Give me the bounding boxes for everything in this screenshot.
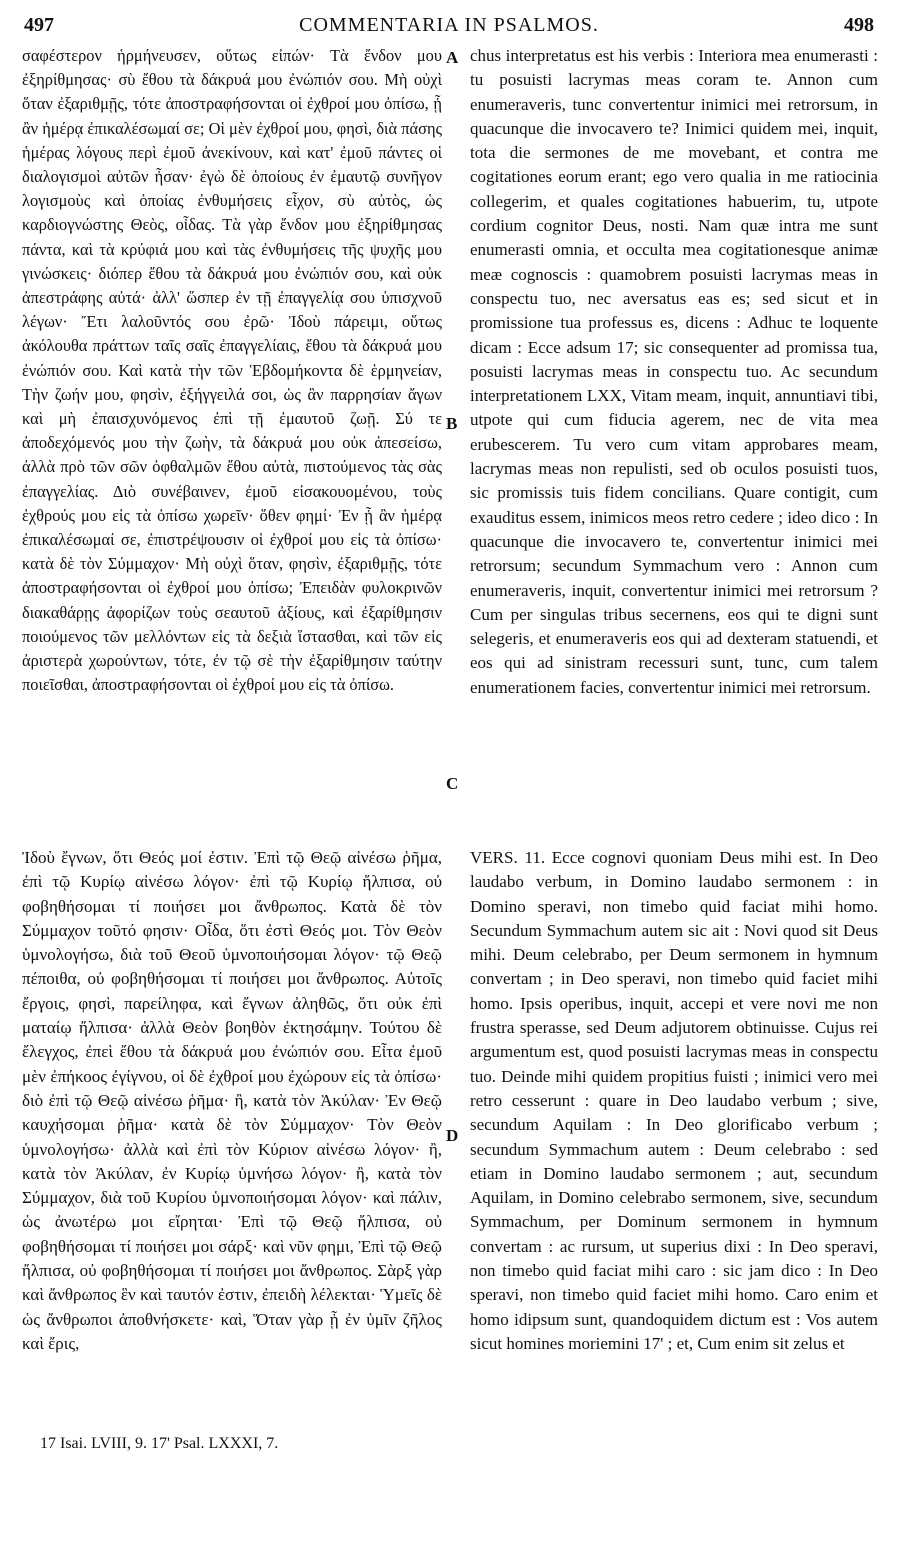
greek-paragraph: Ἰδοὺ ἔγνων, ὅτι Θεός μοί ἐστιν. Ἐπὶ τῷ Θεῷ αἰνέσω ῥῆμα, ἐπὶ τῷ Κυρίῳ αἰνέσω λόγον· ἐπὶ τῷ Κυρίῳ ἤλπισα, οὐ φοβηθήσομαι τί ποιήσει μοι ἄνθρωπος. Κατὰ δὲ τὸν Σύμμαχον τοῦτό φησιν· Οἶδα, ὅτι ἐστὶ Θεός μοι. Τὸν Θεὸν ὑμνολογήσω, διὰ τοῦ Θεοῦ ὑμνοποιήσομαι λόγον· τῷ Θεῷ πέποιθα, οὐ φοβηθήσομαι τί ποιήσει μοι ἄνθρωπος. Αὐτοῖς ἔργοις, φησὶ, παρείληφα, καὶ ἔγνων ἀληθῶς, ὅτι οὐκ ἐπὶ ματαίῳ ἤλπισα· ἀλλὰ Θεὸν βοηθὸν ἐκτησάμην. Τούτου δὲ ἔλεγχος, ἐπεὶ ἔθου τὰ δάκρυά μου ἐνώπιόν σου. Εἶτα ἐμοῦ μὲν ἐπήκοος ἐγίγνου, οἱ δὲ ἐχθροί μου ἐχώρουν εἰς τὰ ὀπίσω· διὸ ἐπὶ τῷ Θεῷ αἰνέσω ῥῆμα· ἢ, κατὰ τὸν Ἀκύλαν· Ἐν Θεῷ καυχήσομαι ῥῆμα· κατὰ δὲ τὸν Σύμμαχον· Τὸν Θεὸν ὑμνολογήσω· ἀλλὰ καὶ ἐπὶ τὸν Κύριον αἰνέσω λόγον· ἢ, κατὰ τὸν Ἀκύλαν, ἐν Κυρίῳ ὑμνήσω λόγον· ἢ, κατὰ τὸν Σύμμαχον, διὰ τοῦ Κυρίου ὑμνοποιήσομαι λόγον· καὶ πάλιν, ὡς ἀνωτέρω μοι εἴρηται· Ἐπὶ τῷ Θεῷ ἤλπισα, οὐ φοβηθήσομαι τί ποιήσει μοι σάρξ· καὶ νῦν φημι, Ἐπὶ τῷ Θεῷ ἤλπισα, οὐ φοβηθήσομαι τί ποιήσει μοι ἄνθρωπος. Σὰρξ γὰρ καὶ ἄνθρωπος ἓν καὶ ταυτόν ἐστιν, ἐπειδὴ λέλεκται· Ὑμεῖς δὲ ὡς ἄνθρωποι ἀποθνήσκετε· καὶ, Ὅταν γὰρ ᾖ ἐν ὑμῖν ζῆλος καὶ ἔρις, [22,848,442,1353]
greek-column-upper [22,44,442,697]
margin-letter-a: A [446,48,459,67]
running-title: COMMENTARIA IN PSALMOS. [299,14,599,36]
margin-letter-d: D [446,1126,459,1145]
margin-letter-b: B [446,414,458,433]
latin-column-upper [470,44,878,700]
page-number-left: 497 [24,14,54,36]
latin-column-lower [470,846,878,1356]
margin-letter-c: C [446,774,459,793]
footnotes: 17 Isai. LVIII, 9. 17' Psal. LXXXI, 7. [40,1435,279,1452]
page-number-right: 498 [844,14,874,36]
greek-paragraph: σαφέστερον ἡρμήνευσεν, οὕτως εἰπών· Τὰ ἔνδον μου ἐξηρίθμησας· σὺ ἔθου τὰ δάκρυά μου ἐνώπιόν σου. Μὴ οὐχὶ ὅταν ἐξαριθμῇς, τότε ἀποστραφήσονται οἱ ἐχθροί μου ὀπίσω, ᾗ ἂν ἡμέρᾳ ἐπικαλέσωμαί σε; Οἱ μὲν ἐχθροί μου, φησὶ, διὰ πάσης ἡμέρας λόγους περὶ ἐμοῦ ἀνεκίνουν, καὶ κατ' ἐμοῦ πάντες οἱ διαλογισμοὶ αὐτῶν ἦσαν· ἐγὼ δὲ ὁποίους ἐν ἐμαυτῷ συνῆγον λογισμοὺς καὶ ὁποίας ἐνθυμήσεις εἶχον, σὺ αὐτὸς, ὡς καρδιογνώστης Θεὸς, οἶδας. Τὰ γὰρ ἔνδον μου ἐξηρίθμησας πάντα, καὶ τὰ κρύφιά μου καὶ τὰς ἐνθυμήσεις τῆς ψυχῆς μου γινώσκεις· διόπερ ἔθου τὰ δάκρυά μου ἐνώπιόν σου, καὶ οὐκ ἀπεστράφης αὐτά· ἀλλ' ὥσπερ ἐν τῇ ἐπαγγελίᾳ σου ὑπισχνοῦ λέγων· Ἔτι λαλοῦντός σου ἐρῶ· Ἰδοὺ πάρειμι, οὕτως ἀκόλουθα πράττων ταῖς σαῖς ἐπαγγελίαις, ἔθου τὰ δάκρυά μου ἐνώπιόν σου. Καὶ κατὰ τὴν τῶν Ἑβδομήκοντα δὲ ἑρμηνείαν, Τὴν ζωήν μου, φησὶν, ἐξήγγειλά σοι, ὡς ἂν παρρησίαν ἄγων καὶ μὴ ἐπαισχυνόμενος ἐπὶ τῇ ἐμαυτοῦ ζωῇ. Σύ τε ἀποδεχόμενός μου τὴν ζωὴν, τὰ δάκρυά μου οὐκ ἀπεσείσω, ἀλλὰ πρὸ τῶν σῶν ὀφθαλμῶν ἔθου αὐτὰ, πιστούμενος τὰς σὰς ἐπαγγελίας. Διὸ συνέβαινεν, ἐμοῦ εἰσακουομένου, τοὺς ἐχθρούς μου εἰς τὰ ὀπίσω χωρεῖν· ὅθεν φημί· Ἐν ᾗ ἂν ἡμέρᾳ ἐπικαλέσωμαί σε, ἐπιστρέψουσιν οἱ ἐχθροί μου εἰς τὰ ὀπίσω· κατὰ δὲ τὸν Σύμμαχον· Μὴ οὐχὶ ὅταν, φησὶν, ἐξαριθμῇς, τότε ἀποστραφήσονται οἱ ἐχθροί μου ὀπίσω; Ἐπειδὰν φυλοκρινῶν διακαθάρῃς ἀφορίζων τοὺς σεαυτοῦ ἀξίους, καὶ ἐξαρίθμησιν ποιούμενος τῶν μελλόντων εἰς τὰ δεξιὰ ἵστασθαι, καὶ τῶν εἰς ἀριστερὰ χωρούντων, τότε, ἐν τῷ σὲ τὴν ἐξαρίθμησιν ταύτην ποιεῖσθαι, ἀποστραφήσονται οἱ ἐχθροί μου εἰς τὰ ὀπίσω. [22,46,442,695]
latin-paragraph: VERS. 11. Ecce cognovi quoniam Deus mihi est. In Deo laudabo verbum, in Domino laudabo sermonem : in Domino speravi, non timebo quid faciat mihi homo. Secundum Symmachum autem sic ait : Novi quod sit Deus mihi. Deum celebrabo, per Deum sermonem in hymnum convertam ; in Deo speravi, non timebo quid faciet mihi homo. Ipsis operibus, inquit, accepi et vere novi me non frustra sperasse, sed Deum adjutorem obtinuisse. Cujus rei argumentum est, quod posuisti lacrymas meas in conspectu tuo. Deinde mihi quidem propitius fuisti ; inimici vero mei retro cesserunt : quare in Deo laudabo verbum ; sive, secundum Aquilam : In Deo glorificabo verbum ; secundum Symmachum autem : Deum celebrabo : sed etiam in Domino laudabo sermonem ; aut, secundum Aquilam, in Domino celebrabo sermonem, sive, secundum Symmachum, per Dominum sermonem in hymnum convertam : ac rursum, ut superius dixi : In Deo speravi, non timebo quid faciat mihi caro : sic jam dico : In Deo speravi, non timebo quid faciet mihi homo. Caro enim et homo idipsum sunt, quandoquidem dictum est : Vos autem sicut homines moriemini 17' ; et, Cum enim sit zelus et [470,848,878,1353]
latin-paragraph: chus interpretatus est his verbis : Interiora mea enumerasti : tu posuisti lacrymas meas coram te. Annon cum enumeraveris, tunc convertentur inimici mei retrorsum, in quacunque die invocavero te? Inimici quidem mei, inquit, tota die sermones de me movebant, et contra me cogitationes eorum erant; ego vero qualia in me ratiocinia collegerim, et quales cogitationes habuerim, tu, utpote cordium cognitor Deus, nosti. Nam quæ intra me sunt enumerasti omnia, et occulta mea cogitationesque animæ meæ cognoscis : quamobrem posuisti lacrymas meas in conspectu tuo, nec aversatus eas es; sed sicut et in promissione tua professus es, dicens : Adhuc te loquente dicam : Ecce adsum 17; sic consequenter ad promissa tua, posuisti lacrymas meas in conspectu tuo. Ac secundum interpretationem LXX, Vitam meam, inquit, annuntiavi tibi, utpote qui cum fiducia agerem, nec de vita mea erubescerem. Tu vero cum vitam approbares meam, lacrymas meas non repulisti, sed ob oculos posuisti tuos, sic promissis tuis fidem concilians. Quare contigit, cum exauditus essem, inimicos meos retro cedere ; ideo dico : In quacunque die invocavero te, convertentur inimici mei retrorsum; secundum Symmachum vero : Annon cum enumeraveris, inquit, convertentur inimici mei retrorsum ? Cum per singulas tribus secernens, eos qui te digni sunt selegeris, et enumeraveris eos qui ad dexteram statuendi, et eos qui ad sinistram recessuri sunt, tunc, cum talem enumerationem facies, convertentur inimici mei retrorsum. [470,46,878,697]
greek-column-lower [22,846,442,1356]
page-header [0,10,898,40]
